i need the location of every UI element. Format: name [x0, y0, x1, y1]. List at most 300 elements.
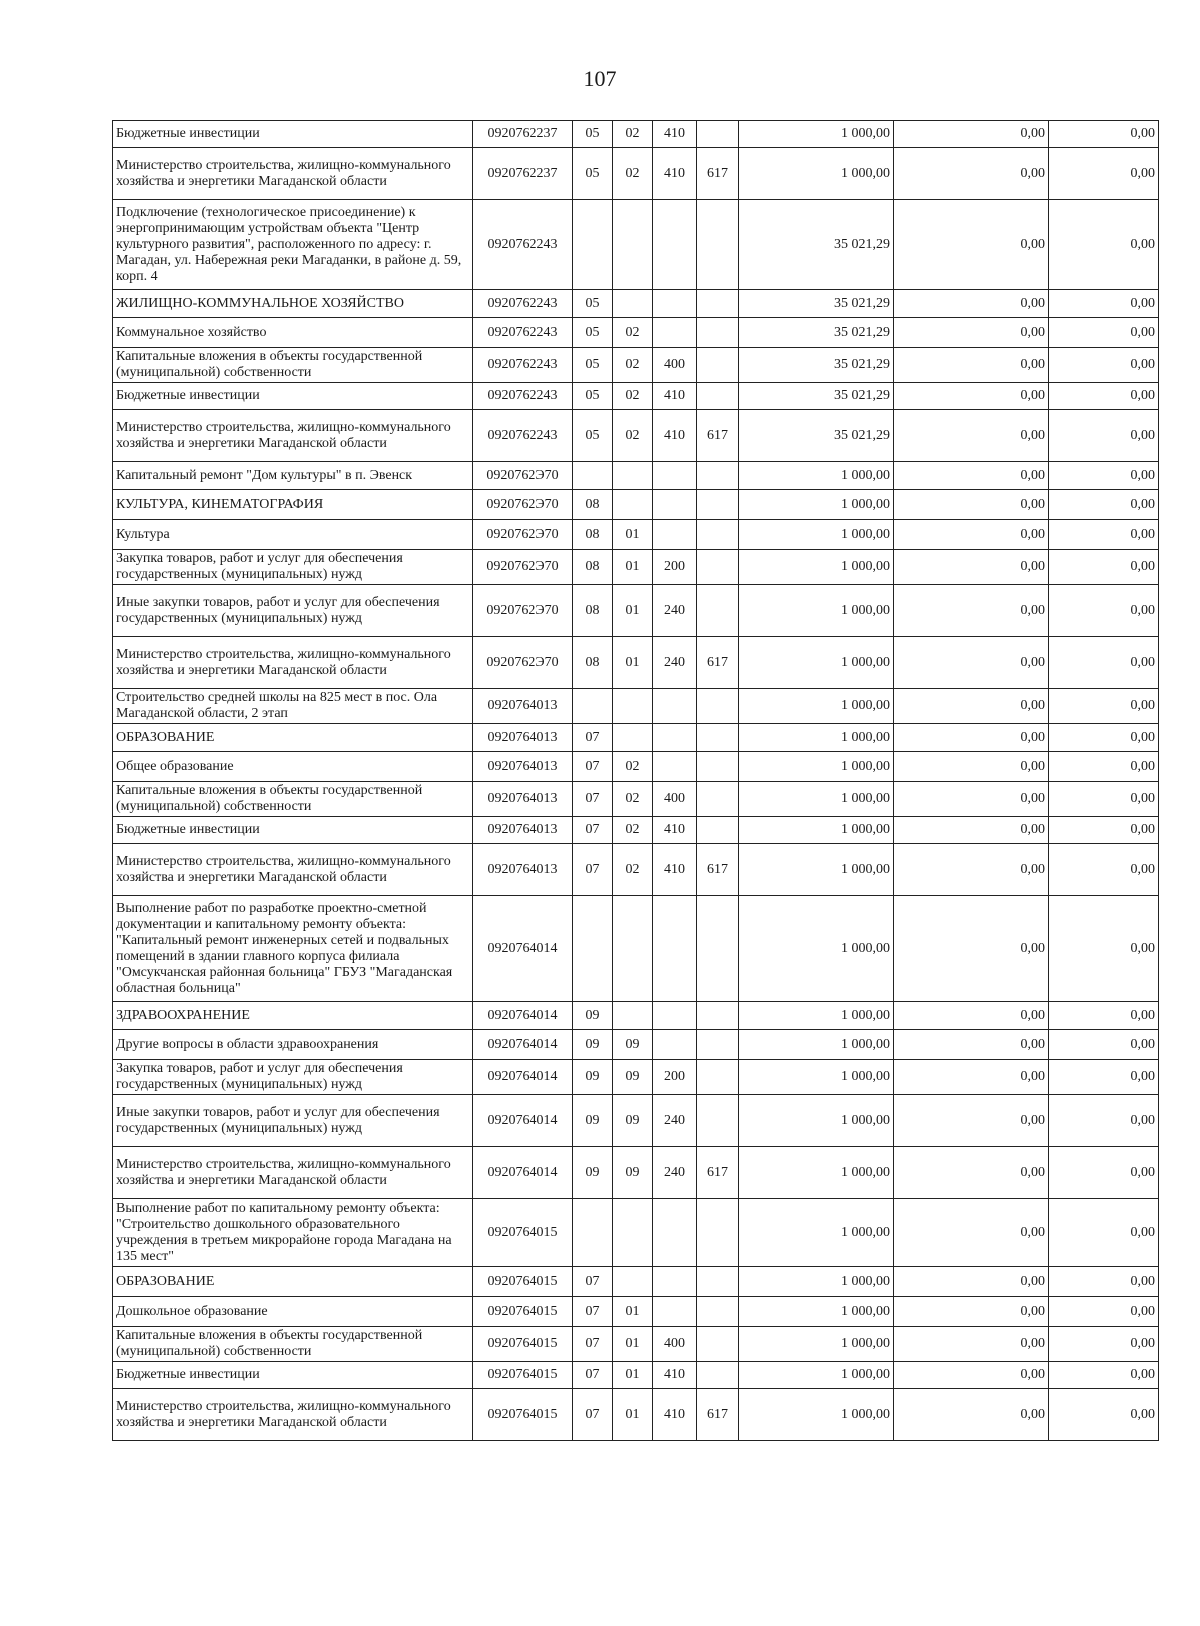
- row-amount-1: 1 000,00: [739, 637, 894, 689]
- row-name: ОБРАЗОВАНИЕ: [113, 1267, 473, 1297]
- row-section: 05: [573, 318, 613, 348]
- table-row: [113, 462, 1159, 490]
- row-amount-1: 1 000,00: [739, 1362, 894, 1389]
- row-expense-type: [653, 689, 697, 724]
- row-expense-type: [653, 1267, 697, 1297]
- row-section: [573, 689, 613, 724]
- row-code: 0920764013: [473, 752, 573, 782]
- row-administrator: [697, 490, 739, 520]
- row-administrator: [697, 724, 739, 752]
- row-name: Закупка товаров, работ и услуг для обеспечения государственных (муниципальных) нужд: [113, 550, 473, 585]
- row-amount-2: 0,00: [894, 318, 1049, 348]
- row-expense-type: 400: [653, 348, 697, 383]
- row-expense-type: [653, 520, 697, 550]
- row-amount-1: 1 000,00: [739, 462, 894, 490]
- row-administrator: [697, 121, 739, 148]
- row-administrator: 617: [697, 1147, 739, 1199]
- row-administrator: 617: [697, 410, 739, 462]
- row-expense-type: [653, 1002, 697, 1030]
- table-row: [113, 520, 1159, 550]
- row-amount-1: 1 000,00: [739, 782, 894, 817]
- row-subsection: 01: [613, 1389, 653, 1441]
- row-code: 0920764013: [473, 844, 573, 896]
- row-amount-2: 0,00: [894, 520, 1049, 550]
- row-administrator: [697, 1060, 739, 1095]
- row-administrator: [697, 200, 739, 290]
- row-expense-type: 400: [653, 782, 697, 817]
- row-section: 09: [573, 1002, 613, 1030]
- table-row: [113, 290, 1159, 318]
- row-amount-1: 1 000,00: [739, 1327, 894, 1362]
- row-administrator: [697, 1095, 739, 1147]
- row-expense-type: 240: [653, 585, 697, 637]
- row-administrator: [697, 348, 739, 383]
- row-subsection: [613, 689, 653, 724]
- row-amount-3: 0,00: [1049, 1362, 1159, 1389]
- row-code: 0920762243: [473, 383, 573, 410]
- row-amount-2: 0,00: [894, 383, 1049, 410]
- row-amount-1: 1 000,00: [739, 844, 894, 896]
- row-subsection: [613, 200, 653, 290]
- row-amount-1: 1 000,00: [739, 896, 894, 1002]
- row-expense-type: 400: [653, 1327, 697, 1362]
- row-name: Капитальные вложения в объекты государственной (муниципальной) собственности: [113, 782, 473, 817]
- row-name: Министерство строительства, жилищно-коммунального хозяйства и энергетики Магаданской области: [113, 1389, 473, 1441]
- row-subsection: [613, 490, 653, 520]
- row-administrator: 617: [697, 844, 739, 896]
- table-row: [113, 896, 1159, 1002]
- row-section: 07: [573, 1327, 613, 1362]
- row-subsection: 02: [613, 318, 653, 348]
- row-subsection: 09: [613, 1095, 653, 1147]
- table-row: [113, 1095, 1159, 1147]
- row-section: 07: [573, 844, 613, 896]
- table-row: [113, 148, 1159, 200]
- row-code: 0920764015: [473, 1327, 573, 1362]
- table-row: [113, 200, 1159, 290]
- row-code: 0920762237: [473, 148, 573, 200]
- row-subsection: 01: [613, 1297, 653, 1327]
- row-expense-type: 410: [653, 121, 697, 148]
- row-name: Бюджетные инвестиции: [113, 1362, 473, 1389]
- budget-table: [112, 120, 1159, 1441]
- row-amount-1: 1 000,00: [739, 121, 894, 148]
- row-section: 07: [573, 817, 613, 844]
- row-name: Другие вопросы в области здравоохранения: [113, 1030, 473, 1060]
- row-code: 0920762Э70: [473, 585, 573, 637]
- row-subsection: 02: [613, 817, 653, 844]
- row-code: 0920764015: [473, 1297, 573, 1327]
- row-expense-type: 200: [653, 550, 697, 585]
- row-amount-1: 1 000,00: [739, 1199, 894, 1267]
- row-name: Культура: [113, 520, 473, 550]
- row-name: Министерство строительства, жилищно-коммунального хозяйства и энергетики Магаданской области: [113, 148, 473, 200]
- row-code: 0920762243: [473, 348, 573, 383]
- row-amount-2: 0,00: [894, 637, 1049, 689]
- row-section: 08: [573, 637, 613, 689]
- row-amount-3: 0,00: [1049, 410, 1159, 462]
- row-amount-1: 1 000,00: [739, 1267, 894, 1297]
- row-code: 0920764014: [473, 896, 573, 1002]
- row-name: Бюджетные инвестиции: [113, 121, 473, 148]
- row-amount-3: 0,00: [1049, 724, 1159, 752]
- row-amount-2: 0,00: [894, 1389, 1049, 1441]
- row-amount-1: 1 000,00: [739, 1147, 894, 1199]
- table-row: [113, 1327, 1159, 1362]
- row-name: Министерство строительства, жилищно-коммунального хозяйства и энергетики Магаданской области: [113, 844, 473, 896]
- row-code: 0920764014: [473, 1147, 573, 1199]
- table-row: [113, 410, 1159, 462]
- row-amount-2: 0,00: [894, 1327, 1049, 1362]
- row-code: 0920762Э70: [473, 462, 573, 490]
- row-section: 05: [573, 383, 613, 410]
- row-amount-1: 35 021,29: [739, 318, 894, 348]
- table-row: [113, 637, 1159, 689]
- row-expense-type: [653, 290, 697, 318]
- row-code: 0920764014: [473, 1002, 573, 1030]
- row-subsection: 02: [613, 148, 653, 200]
- row-section: 09: [573, 1147, 613, 1199]
- row-amount-2: 0,00: [894, 782, 1049, 817]
- table-row: [113, 585, 1159, 637]
- row-amount-2: 0,00: [894, 1030, 1049, 1060]
- row-amount-3: 0,00: [1049, 782, 1159, 817]
- row-amount-1: 1 000,00: [739, 585, 894, 637]
- table-row: [113, 1147, 1159, 1199]
- row-expense-type: 410: [653, 410, 697, 462]
- row-code: 0920764013: [473, 817, 573, 844]
- row-amount-1: 1 000,00: [739, 689, 894, 724]
- row-subsection: 02: [613, 383, 653, 410]
- row-amount-3: 0,00: [1049, 148, 1159, 200]
- row-amount-2: 0,00: [894, 1095, 1049, 1147]
- row-name: Коммунальное хозяйство: [113, 318, 473, 348]
- row-amount-1: 1 000,00: [739, 148, 894, 200]
- row-amount-2: 0,00: [894, 844, 1049, 896]
- row-section: 05: [573, 290, 613, 318]
- row-name: Подключение (технологическое присоединение) к энергопринимающим устройствам объекта "Центр культурного развития", расположенного по адресу: г. Магадан, ул. Набережная реки Магаданки, в районе д. 59, корп. 4: [113, 200, 473, 290]
- row-administrator: 617: [697, 148, 739, 200]
- table-row: [113, 1362, 1159, 1389]
- row-amount-3: 0,00: [1049, 462, 1159, 490]
- table-row: [113, 490, 1159, 520]
- row-amount-3: 0,00: [1049, 1060, 1159, 1095]
- row-code: 0920762Э70: [473, 520, 573, 550]
- row-subsection: [613, 1002, 653, 1030]
- table-row: [113, 844, 1159, 896]
- table-row: [113, 1199, 1159, 1267]
- row-amount-3: 0,00: [1049, 637, 1159, 689]
- row-amount-3: 0,00: [1049, 1147, 1159, 1199]
- row-name: Иные закупки товаров, работ и услуг для обеспечения государственных (муниципальных) нужд: [113, 1095, 473, 1147]
- row-amount-2: 0,00: [894, 200, 1049, 290]
- row-subsection: 01: [613, 1327, 653, 1362]
- row-code: 0920762Э70: [473, 550, 573, 585]
- row-amount-1: 1 000,00: [739, 752, 894, 782]
- row-section: 07: [573, 1389, 613, 1441]
- row-name: ОБРАЗОВАНИЕ: [113, 724, 473, 752]
- row-name: Министерство строительства, жилищно-коммунального хозяйства и энергетики Магаданской области: [113, 637, 473, 689]
- row-administrator: [697, 318, 739, 348]
- row-subsection: 01: [613, 1362, 653, 1389]
- row-administrator: 617: [697, 637, 739, 689]
- row-amount-1: 1 000,00: [739, 1030, 894, 1060]
- row-amount-3: 0,00: [1049, 689, 1159, 724]
- row-section: [573, 896, 613, 1002]
- row-administrator: [697, 1327, 739, 1362]
- row-administrator: 617: [697, 1389, 739, 1441]
- row-subsection: 01: [613, 585, 653, 637]
- row-administrator: [697, 1002, 739, 1030]
- row-amount-3: 0,00: [1049, 520, 1159, 550]
- row-subsection: 09: [613, 1060, 653, 1095]
- row-amount-1: 1 000,00: [739, 490, 894, 520]
- row-administrator: [697, 520, 739, 550]
- row-code: 0920764014: [473, 1060, 573, 1095]
- table-row: [113, 1060, 1159, 1095]
- row-section: 07: [573, 1267, 613, 1297]
- row-administrator: [697, 782, 739, 817]
- row-amount-2: 0,00: [894, 817, 1049, 844]
- row-name: Закупка товаров, работ и услуг для обеспечения государственных (муниципальных) нужд: [113, 1060, 473, 1095]
- row-name: Бюджетные инвестиции: [113, 383, 473, 410]
- row-code: 0920764015: [473, 1199, 573, 1267]
- row-subsection: [613, 1199, 653, 1267]
- row-subsection: [613, 290, 653, 318]
- table-row: [113, 1267, 1159, 1297]
- row-code: 0920764013: [473, 689, 573, 724]
- row-administrator: [697, 1267, 739, 1297]
- row-amount-3: 0,00: [1049, 817, 1159, 844]
- row-amount-3: 0,00: [1049, 290, 1159, 318]
- row-subsection: 02: [613, 121, 653, 148]
- row-amount-1: 35 021,29: [739, 383, 894, 410]
- row-amount-1: 1 000,00: [739, 1297, 894, 1327]
- table-row: [113, 1030, 1159, 1060]
- row-subsection: [613, 896, 653, 1002]
- row-amount-2: 0,00: [894, 490, 1049, 520]
- row-amount-3: 0,00: [1049, 1327, 1159, 1362]
- row-amount-2: 0,00: [894, 121, 1049, 148]
- row-amount-2: 0,00: [894, 1147, 1049, 1199]
- row-amount-2: 0,00: [894, 1267, 1049, 1297]
- row-administrator: [697, 1362, 739, 1389]
- row-amount-3: 0,00: [1049, 490, 1159, 520]
- table-row: [113, 348, 1159, 383]
- row-code: 0920764013: [473, 782, 573, 817]
- row-amount-2: 0,00: [894, 896, 1049, 1002]
- row-name: Выполнение работ по капитальному ремонту объекта: "Строительство дошкольного образовательного учреждения в третьем микрорайоне города Магадана на 135 мест": [113, 1199, 473, 1267]
- table-row: [113, 752, 1159, 782]
- row-expense-type: [653, 752, 697, 782]
- table-row: [113, 689, 1159, 724]
- row-amount-3: 0,00: [1049, 752, 1159, 782]
- row-amount-1: 1 000,00: [739, 1389, 894, 1441]
- row-section: 09: [573, 1030, 613, 1060]
- row-subsection: 02: [613, 348, 653, 383]
- row-expense-type: [653, 462, 697, 490]
- row-name: Иные закупки товаров, работ и услуг для обеспечения государственных (муниципальных) нужд: [113, 585, 473, 637]
- row-expense-type: [653, 896, 697, 1002]
- row-section: 09: [573, 1095, 613, 1147]
- row-administrator: [697, 462, 739, 490]
- row-administrator: [697, 1199, 739, 1267]
- row-section: [573, 462, 613, 490]
- row-code: 0920762243: [473, 318, 573, 348]
- row-subsection: 01: [613, 637, 653, 689]
- row-subsection: 01: [613, 520, 653, 550]
- row-subsection: 09: [613, 1030, 653, 1060]
- row-section: [573, 200, 613, 290]
- row-amount-1: 1 000,00: [739, 550, 894, 585]
- row-section: 08: [573, 585, 613, 637]
- row-amount-1: 1 000,00: [739, 724, 894, 752]
- row-amount-2: 0,00: [894, 1060, 1049, 1095]
- row-amount-3: 0,00: [1049, 844, 1159, 896]
- row-expense-type: 410: [653, 383, 697, 410]
- row-amount-2: 0,00: [894, 689, 1049, 724]
- row-amount-3: 0,00: [1049, 348, 1159, 383]
- row-amount-2: 0,00: [894, 585, 1049, 637]
- row-administrator: [697, 383, 739, 410]
- row-name: Строительство средней школы на 825 мест в пос. Ола Магаданской области, 2 этап: [113, 689, 473, 724]
- table-row: [113, 383, 1159, 410]
- row-code: 0920764013: [473, 724, 573, 752]
- row-code: 0920764014: [473, 1095, 573, 1147]
- row-section: 08: [573, 550, 613, 585]
- row-section: 05: [573, 348, 613, 383]
- row-name: ЖИЛИЩНО-КОММУНАЛЬНОЕ ХОЗЯЙСТВО: [113, 290, 473, 318]
- row-name: Министерство строительства, жилищно-коммунального хозяйства и энергетики Магаданской области: [113, 1147, 473, 1199]
- row-section: 07: [573, 724, 613, 752]
- row-section: 05: [573, 121, 613, 148]
- row-amount-1: 35 021,29: [739, 290, 894, 318]
- table-row: [113, 782, 1159, 817]
- row-amount-1: 35 021,29: [739, 410, 894, 462]
- row-subsection: 02: [613, 844, 653, 896]
- row-amount-2: 0,00: [894, 550, 1049, 585]
- row-expense-type: 240: [653, 637, 697, 689]
- row-name: ЗДРАВООХРАНЕНИЕ: [113, 1002, 473, 1030]
- row-name: Капитальный ремонт "Дом культуры" в п. Эвенск: [113, 462, 473, 490]
- row-amount-3: 0,00: [1049, 121, 1159, 148]
- row-name: Бюджетные инвестиции: [113, 817, 473, 844]
- row-expense-type: 410: [653, 844, 697, 896]
- row-amount-3: 0,00: [1049, 1267, 1159, 1297]
- table-body: [113, 121, 1159, 1441]
- row-amount-1: 1 000,00: [739, 817, 894, 844]
- row-expense-type: 240: [653, 1147, 697, 1199]
- row-administrator: [697, 896, 739, 1002]
- row-expense-type: [653, 724, 697, 752]
- row-subsection: [613, 462, 653, 490]
- row-administrator: [697, 689, 739, 724]
- row-subsection: [613, 1267, 653, 1297]
- row-subsection: 02: [613, 752, 653, 782]
- row-amount-3: 0,00: [1049, 1199, 1159, 1267]
- row-expense-type: 410: [653, 1362, 697, 1389]
- row-section: 07: [573, 1362, 613, 1389]
- row-expense-type: [653, 200, 697, 290]
- row-section: 05: [573, 148, 613, 200]
- row-amount-3: 0,00: [1049, 1095, 1159, 1147]
- row-subsection: 02: [613, 782, 653, 817]
- row-code: 0920762243: [473, 290, 573, 318]
- row-amount-1: 1 000,00: [739, 1095, 894, 1147]
- row-amount-2: 0,00: [894, 290, 1049, 318]
- table-row: [113, 121, 1159, 148]
- row-code: 0920764015: [473, 1362, 573, 1389]
- row-code: 0920764014: [473, 1030, 573, 1060]
- row-name: КУЛЬТУРА, КИНЕМАТОГРАФИЯ: [113, 490, 473, 520]
- row-amount-3: 0,00: [1049, 896, 1159, 1002]
- row-expense-type: [653, 490, 697, 520]
- row-amount-1: 1 000,00: [739, 1060, 894, 1095]
- row-code: 0920762243: [473, 410, 573, 462]
- row-name: Дошкольное образование: [113, 1297, 473, 1327]
- row-section: 05: [573, 410, 613, 462]
- row-code: 0920764015: [473, 1389, 573, 1441]
- row-code: 0920762Э70: [473, 490, 573, 520]
- row-amount-3: 0,00: [1049, 200, 1159, 290]
- row-amount-2: 0,00: [894, 462, 1049, 490]
- row-code: 0920762Э70: [473, 637, 573, 689]
- row-amount-2: 0,00: [894, 724, 1049, 752]
- row-amount-1: 1 000,00: [739, 1002, 894, 1030]
- row-expense-type: 200: [653, 1060, 697, 1095]
- row-administrator: [697, 1030, 739, 1060]
- table-row: [113, 550, 1159, 585]
- row-code: 0920762237: [473, 121, 573, 148]
- row-expense-type: 410: [653, 1389, 697, 1441]
- row-amount-2: 0,00: [894, 1199, 1049, 1267]
- row-expense-type: 410: [653, 817, 697, 844]
- row-amount-3: 0,00: [1049, 318, 1159, 348]
- row-amount-2: 0,00: [894, 348, 1049, 383]
- row-administrator: [697, 585, 739, 637]
- row-amount-3: 0,00: [1049, 550, 1159, 585]
- table-row: [113, 1002, 1159, 1030]
- row-name: Капитальные вложения в объекты государственной (муниципальной) собственности: [113, 348, 473, 383]
- row-amount-1: 35 021,29: [739, 348, 894, 383]
- row-administrator: [697, 290, 739, 318]
- row-name: Общее образование: [113, 752, 473, 782]
- row-amount-3: 0,00: [1049, 1030, 1159, 1060]
- row-section: 08: [573, 520, 613, 550]
- row-amount-2: 0,00: [894, 1297, 1049, 1327]
- row-amount-2: 0,00: [894, 148, 1049, 200]
- row-administrator: [697, 550, 739, 585]
- row-expense-type: [653, 1199, 697, 1267]
- row-code: 0920762243: [473, 200, 573, 290]
- row-section: 09: [573, 1060, 613, 1095]
- row-name: Министерство строительства, жилищно-коммунального хозяйства и энергетики Магаданской области: [113, 410, 473, 462]
- row-expense-type: 410: [653, 148, 697, 200]
- table-row: [113, 1297, 1159, 1327]
- page-number: 107: [583, 66, 617, 91]
- row-amount-3: 0,00: [1049, 383, 1159, 410]
- table-row: [113, 724, 1159, 752]
- row-expense-type: [653, 318, 697, 348]
- row-administrator: [697, 817, 739, 844]
- row-amount-2: 0,00: [894, 1002, 1049, 1030]
- row-subsection: [613, 724, 653, 752]
- row-amount-1: 35 021,29: [739, 200, 894, 290]
- row-amount-3: 0,00: [1049, 1297, 1159, 1327]
- row-amount-3: 0,00: [1049, 1389, 1159, 1441]
- row-amount-3: 0,00: [1049, 585, 1159, 637]
- row-expense-type: 240: [653, 1095, 697, 1147]
